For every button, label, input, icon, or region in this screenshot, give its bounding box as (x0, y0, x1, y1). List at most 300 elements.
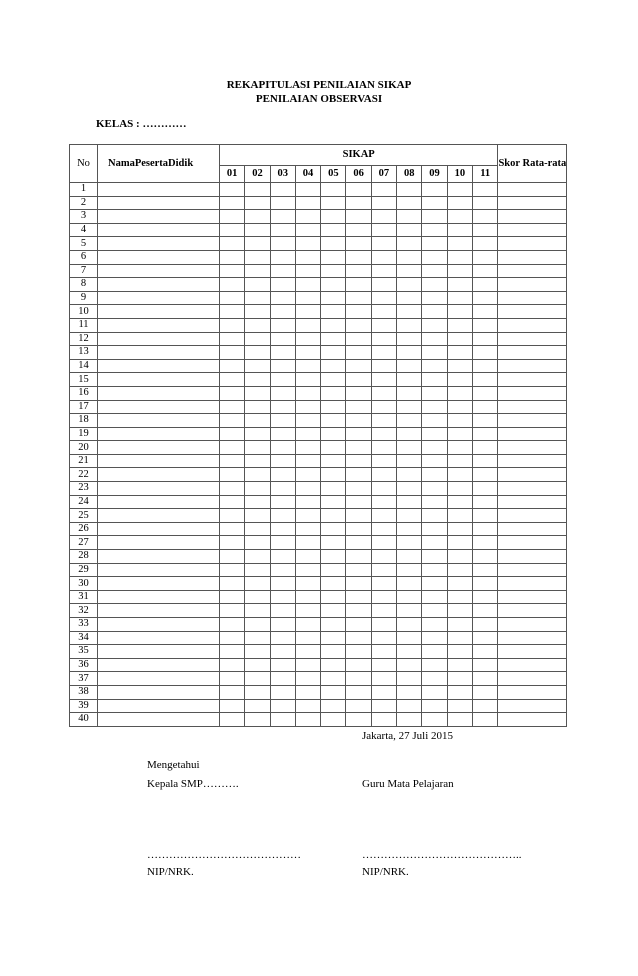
sikap-score-cell[interactable] (295, 318, 320, 332)
sikap-score-cell[interactable] (422, 305, 447, 319)
sikap-score-cell[interactable] (472, 536, 497, 550)
sikap-score-cell[interactable] (447, 373, 472, 387)
sikap-score-cell[interactable] (245, 482, 270, 496)
sikap-score-cell[interactable] (346, 400, 371, 414)
sikap-score-cell[interactable] (295, 672, 320, 686)
sikap-score-cell[interactable] (422, 468, 447, 482)
sikap-score-cell[interactable] (472, 318, 497, 332)
sikap-score-cell[interactable] (321, 210, 346, 224)
sikap-score-cell[interactable] (371, 522, 396, 536)
sikap-score-cell[interactable] (422, 631, 447, 645)
sikap-score-cell[interactable] (472, 291, 497, 305)
sikap-score-cell[interactable] (397, 577, 422, 591)
sikap-score-cell[interactable] (397, 441, 422, 455)
sikap-score-cell[interactable] (472, 237, 497, 251)
sikap-score-cell[interactable] (321, 318, 346, 332)
sikap-score-cell[interactable] (447, 631, 472, 645)
sikap-score-cell[interactable] (346, 645, 371, 659)
sikap-score-cell[interactable] (295, 495, 320, 509)
student-name-cell[interactable] (98, 604, 220, 618)
sikap-score-cell[interactable] (472, 454, 497, 468)
sikap-score-cell[interactable] (220, 468, 245, 482)
sikap-score-cell[interactable] (397, 658, 422, 672)
sikap-score-cell[interactable] (220, 237, 245, 251)
sikap-score-cell[interactable] (346, 359, 371, 373)
sikap-score-cell[interactable] (397, 373, 422, 387)
sikap-score-cell[interactable] (447, 577, 472, 591)
sikap-score-cell[interactable] (397, 291, 422, 305)
sikap-score-cell[interactable] (397, 590, 422, 604)
sikap-score-cell[interactable] (472, 672, 497, 686)
sikap-score-cell[interactable] (295, 536, 320, 550)
sikap-score-cell[interactable] (321, 685, 346, 699)
student-name-cell[interactable] (98, 672, 220, 686)
average-score-cell[interactable] (498, 454, 567, 468)
sikap-score-cell[interactable] (270, 454, 295, 468)
sikap-score-cell[interactable] (472, 550, 497, 564)
sikap-score-cell[interactable] (245, 590, 270, 604)
sikap-score-cell[interactable] (447, 414, 472, 428)
sikap-score-cell[interactable] (371, 468, 396, 482)
average-score-cell[interactable] (498, 590, 567, 604)
sikap-score-cell[interactable] (321, 536, 346, 550)
average-score-cell[interactable] (498, 183, 567, 197)
student-name-cell[interactable] (98, 713, 220, 727)
sikap-score-cell[interactable] (270, 672, 295, 686)
sikap-score-cell[interactable] (397, 305, 422, 319)
sikap-score-cell[interactable] (422, 250, 447, 264)
sikap-score-cell[interactable] (220, 563, 245, 577)
sikap-score-cell[interactable] (472, 427, 497, 441)
sikap-score-cell[interactable] (371, 699, 396, 713)
sikap-score-cell[interactable] (346, 441, 371, 455)
sikap-score-cell[interactable] (220, 590, 245, 604)
sikap-score-cell[interactable] (295, 373, 320, 387)
sikap-score-cell[interactable] (422, 441, 447, 455)
sikap-score-cell[interactable] (397, 495, 422, 509)
sikap-score-cell[interactable] (447, 359, 472, 373)
student-name-cell[interactable] (98, 305, 220, 319)
sikap-score-cell[interactable] (220, 645, 245, 659)
sikap-score-cell[interactable] (397, 468, 422, 482)
sikap-score-cell[interactable] (295, 291, 320, 305)
sikap-score-cell[interactable] (346, 522, 371, 536)
sikap-score-cell[interactable] (295, 332, 320, 346)
sikap-score-cell[interactable] (220, 522, 245, 536)
sikap-score-cell[interactable] (220, 332, 245, 346)
student-name-cell[interactable] (98, 373, 220, 387)
sikap-score-cell[interactable] (321, 645, 346, 659)
student-name-cell[interactable] (98, 699, 220, 713)
sikap-score-cell[interactable] (422, 482, 447, 496)
sikap-score-cell[interactable] (220, 509, 245, 523)
sikap-score-cell[interactable] (245, 237, 270, 251)
sikap-score-cell[interactable] (447, 482, 472, 496)
sikap-score-cell[interactable] (422, 400, 447, 414)
sikap-score-cell[interactable] (472, 223, 497, 237)
sikap-score-cell[interactable] (346, 536, 371, 550)
sikap-score-cell[interactable] (270, 590, 295, 604)
sikap-score-cell[interactable] (397, 183, 422, 197)
sikap-score-cell[interactable] (346, 658, 371, 672)
sikap-score-cell[interactable] (321, 550, 346, 564)
sikap-score-cell[interactable] (321, 658, 346, 672)
sikap-score-cell[interactable] (270, 495, 295, 509)
sikap-score-cell[interactable] (472, 604, 497, 618)
sikap-score-cell[interactable] (295, 414, 320, 428)
sikap-score-cell[interactable] (245, 713, 270, 727)
sikap-score-cell[interactable] (245, 373, 270, 387)
sikap-score-cell[interactable] (295, 346, 320, 360)
sikap-score-cell[interactable] (371, 577, 396, 591)
sikap-score-cell[interactable] (220, 210, 245, 224)
sikap-score-cell[interactable] (220, 482, 245, 496)
sikap-score-cell[interactable] (422, 223, 447, 237)
sikap-score-cell[interactable] (397, 454, 422, 468)
sikap-score-cell[interactable] (321, 441, 346, 455)
sikap-score-cell[interactable] (321, 482, 346, 496)
sikap-score-cell[interactable] (270, 536, 295, 550)
sikap-score-cell[interactable] (371, 210, 396, 224)
sikap-score-cell[interactable] (321, 672, 346, 686)
sikap-score-cell[interactable] (270, 346, 295, 360)
sikap-score-cell[interactable] (245, 223, 270, 237)
sikap-score-cell[interactable] (245, 468, 270, 482)
sikap-score-cell[interactable] (422, 183, 447, 197)
sikap-score-cell[interactable] (346, 590, 371, 604)
average-score-cell[interactable] (498, 699, 567, 713)
sikap-score-cell[interactable] (371, 604, 396, 618)
average-score-cell[interactable] (498, 346, 567, 360)
sikap-score-cell[interactable] (346, 278, 371, 292)
sikap-score-cell[interactable] (397, 278, 422, 292)
sikap-score-cell[interactable] (397, 223, 422, 237)
sikap-score-cell[interactable] (321, 577, 346, 591)
sikap-score-cell[interactable] (270, 645, 295, 659)
sikap-score-cell[interactable] (295, 278, 320, 292)
sikap-score-cell[interactable] (447, 454, 472, 468)
sikap-score-cell[interactable] (422, 604, 447, 618)
sikap-score-cell[interactable] (245, 305, 270, 319)
sikap-score-cell[interactable] (397, 237, 422, 251)
sikap-score-cell[interactable] (270, 699, 295, 713)
average-score-cell[interactable] (498, 223, 567, 237)
sikap-score-cell[interactable] (422, 563, 447, 577)
sikap-score-cell[interactable] (422, 658, 447, 672)
sikap-score-cell[interactable] (346, 509, 371, 523)
sikap-score-cell[interactable] (270, 441, 295, 455)
sikap-score-cell[interactable] (295, 590, 320, 604)
sikap-score-cell[interactable] (371, 373, 396, 387)
sikap-score-cell[interactable] (220, 631, 245, 645)
sikap-score-cell[interactable] (295, 645, 320, 659)
average-score-cell[interactable] (498, 264, 567, 278)
sikap-score-cell[interactable] (245, 536, 270, 550)
sikap-score-cell[interactable] (295, 550, 320, 564)
sikap-score-cell[interactable] (422, 536, 447, 550)
sikap-score-cell[interactable] (321, 386, 346, 400)
sikap-score-cell[interactable] (422, 237, 447, 251)
sikap-score-cell[interactable] (295, 196, 320, 210)
sikap-score-cell[interactable] (422, 332, 447, 346)
student-name-cell[interactable] (98, 414, 220, 428)
sikap-score-cell[interactable] (270, 264, 295, 278)
sikap-score-cell[interactable] (321, 359, 346, 373)
student-name-cell[interactable] (98, 183, 220, 197)
sikap-score-cell[interactable] (346, 699, 371, 713)
sikap-score-cell[interactable] (422, 454, 447, 468)
sikap-score-cell[interactable] (447, 183, 472, 197)
sikap-score-cell[interactable] (397, 332, 422, 346)
sikap-score-cell[interactable] (295, 183, 320, 197)
sikap-score-cell[interactable] (321, 563, 346, 577)
sikap-score-cell[interactable] (295, 509, 320, 523)
sikap-score-cell[interactable] (371, 291, 396, 305)
sikap-score-cell[interactable] (321, 631, 346, 645)
sikap-score-cell[interactable] (422, 509, 447, 523)
sikap-score-cell[interactable] (472, 699, 497, 713)
sikap-score-cell[interactable] (371, 672, 396, 686)
sikap-score-cell[interactable] (220, 183, 245, 197)
sikap-score-cell[interactable] (346, 223, 371, 237)
average-score-cell[interactable] (498, 645, 567, 659)
sikap-score-cell[interactable] (220, 196, 245, 210)
sikap-score-cell[interactable] (472, 468, 497, 482)
sikap-score-cell[interactable] (321, 237, 346, 251)
sikap-score-cell[interactable] (422, 550, 447, 564)
student-name-cell[interactable] (98, 509, 220, 523)
sikap-score-cell[interactable] (371, 196, 396, 210)
sikap-score-cell[interactable] (321, 346, 346, 360)
sikap-score-cell[interactable] (321, 223, 346, 237)
sikap-score-cell[interactable] (472, 685, 497, 699)
sikap-score-cell[interactable] (447, 386, 472, 400)
sikap-score-cell[interactable] (472, 658, 497, 672)
sikap-score-cell[interactable] (245, 522, 270, 536)
sikap-score-cell[interactable] (422, 196, 447, 210)
sikap-score-cell[interactable] (447, 713, 472, 727)
sikap-score-cell[interactable] (321, 196, 346, 210)
sikap-score-cell[interactable] (371, 441, 396, 455)
sikap-score-cell[interactable] (422, 522, 447, 536)
student-name-cell[interactable] (98, 482, 220, 496)
sikap-score-cell[interactable] (422, 427, 447, 441)
sikap-score-cell[interactable] (295, 468, 320, 482)
sikap-score-cell[interactable] (371, 631, 396, 645)
sikap-score-cell[interactable] (397, 563, 422, 577)
sikap-score-cell[interactable] (295, 400, 320, 414)
average-score-cell[interactable] (498, 318, 567, 332)
student-name-cell[interactable] (98, 550, 220, 564)
sikap-score-cell[interactable] (447, 291, 472, 305)
sikap-score-cell[interactable] (321, 332, 346, 346)
average-score-cell[interactable] (498, 250, 567, 264)
average-score-cell[interactable] (498, 672, 567, 686)
sikap-score-cell[interactable] (245, 563, 270, 577)
sikap-score-cell[interactable] (321, 291, 346, 305)
average-score-cell[interactable] (498, 441, 567, 455)
average-score-cell[interactable] (498, 196, 567, 210)
sikap-score-cell[interactable] (245, 183, 270, 197)
student-name-cell[interactable] (98, 291, 220, 305)
sikap-score-cell[interactable] (346, 482, 371, 496)
sikap-score-cell[interactable] (422, 713, 447, 727)
sikap-score-cell[interactable] (447, 210, 472, 224)
sikap-score-cell[interactable] (270, 400, 295, 414)
sikap-score-cell[interactable] (220, 278, 245, 292)
sikap-score-cell[interactable] (245, 291, 270, 305)
sikap-score-cell[interactable] (422, 359, 447, 373)
sikap-score-cell[interactable] (447, 400, 472, 414)
sikap-score-cell[interactable] (447, 318, 472, 332)
sikap-score-cell[interactable] (371, 645, 396, 659)
sikap-score-cell[interactable] (472, 346, 497, 360)
student-name-cell[interactable] (98, 577, 220, 591)
sikap-score-cell[interactable] (220, 685, 245, 699)
sikap-score-cell[interactable] (295, 577, 320, 591)
sikap-score-cell[interactable] (321, 278, 346, 292)
sikap-score-cell[interactable] (220, 400, 245, 414)
sikap-score-cell[interactable] (447, 685, 472, 699)
sikap-score-cell[interactable] (220, 291, 245, 305)
sikap-score-cell[interactable] (422, 318, 447, 332)
sikap-score-cell[interactable] (397, 522, 422, 536)
student-name-cell[interactable] (98, 196, 220, 210)
sikap-score-cell[interactable] (346, 373, 371, 387)
student-name-cell[interactable] (98, 645, 220, 659)
sikap-score-cell[interactable] (422, 264, 447, 278)
sikap-score-cell[interactable] (472, 386, 497, 400)
sikap-score-cell[interactable] (472, 631, 497, 645)
sikap-score-cell[interactable] (472, 210, 497, 224)
sikap-score-cell[interactable] (346, 414, 371, 428)
sikap-score-cell[interactable] (371, 414, 396, 428)
sikap-score-cell[interactable] (270, 604, 295, 618)
sikap-score-cell[interactable] (371, 223, 396, 237)
sikap-score-cell[interactable] (346, 196, 371, 210)
student-name-cell[interactable] (98, 264, 220, 278)
sikap-score-cell[interactable] (346, 332, 371, 346)
sikap-score-cell[interactable] (321, 454, 346, 468)
sikap-score-cell[interactable] (321, 250, 346, 264)
student-name-cell[interactable] (98, 631, 220, 645)
sikap-score-cell[interactable] (245, 685, 270, 699)
sikap-score-cell[interactable] (397, 713, 422, 727)
sikap-score-cell[interactable] (321, 183, 346, 197)
sikap-score-cell[interactable] (270, 250, 295, 264)
sikap-score-cell[interactable] (245, 577, 270, 591)
sikap-score-cell[interactable] (270, 482, 295, 496)
sikap-score-cell[interactable] (422, 590, 447, 604)
average-score-cell[interactable] (498, 359, 567, 373)
sikap-score-cell[interactable] (371, 183, 396, 197)
sikap-score-cell[interactable] (472, 441, 497, 455)
sikap-score-cell[interactable] (245, 278, 270, 292)
sikap-score-cell[interactable] (220, 414, 245, 428)
average-score-cell[interactable] (498, 509, 567, 523)
sikap-score-cell[interactable] (295, 210, 320, 224)
average-score-cell[interactable] (498, 427, 567, 441)
sikap-score-cell[interactable] (295, 713, 320, 727)
sikap-score-cell[interactable] (245, 250, 270, 264)
sikap-score-cell[interactable] (270, 427, 295, 441)
sikap-score-cell[interactable] (447, 237, 472, 251)
sikap-score-cell[interactable] (295, 264, 320, 278)
sikap-score-cell[interactable] (422, 210, 447, 224)
sikap-score-cell[interactable] (346, 264, 371, 278)
average-score-cell[interactable] (498, 400, 567, 414)
sikap-score-cell[interactable] (472, 577, 497, 591)
sikap-score-cell[interactable] (397, 196, 422, 210)
sikap-score-cell[interactable] (472, 522, 497, 536)
sikap-score-cell[interactable] (397, 400, 422, 414)
sikap-score-cell[interactable] (270, 278, 295, 292)
sikap-score-cell[interactable] (245, 658, 270, 672)
sikap-score-cell[interactable] (472, 305, 497, 319)
sikap-score-cell[interactable] (371, 305, 396, 319)
sikap-score-cell[interactable] (220, 658, 245, 672)
sikap-score-cell[interactable] (422, 291, 447, 305)
sikap-score-cell[interactable] (447, 536, 472, 550)
sikap-score-cell[interactable] (245, 359, 270, 373)
sikap-score-cell[interactable] (245, 210, 270, 224)
sikap-score-cell[interactable] (346, 604, 371, 618)
sikap-score-cell[interactable] (295, 250, 320, 264)
average-score-cell[interactable] (498, 522, 567, 536)
average-score-cell[interactable] (498, 536, 567, 550)
student-name-cell[interactable] (98, 359, 220, 373)
sikap-score-cell[interactable] (447, 550, 472, 564)
student-name-cell[interactable] (98, 223, 220, 237)
sikap-score-cell[interactable] (371, 264, 396, 278)
sikap-score-cell[interactable] (220, 454, 245, 468)
sikap-score-cell[interactable] (245, 196, 270, 210)
sikap-score-cell[interactable] (245, 631, 270, 645)
sikap-score-cell[interactable] (346, 427, 371, 441)
sikap-score-cell[interactable] (220, 427, 245, 441)
sikap-score-cell[interactable] (245, 454, 270, 468)
sikap-score-cell[interactable] (220, 550, 245, 564)
sikap-score-cell[interactable] (447, 264, 472, 278)
sikap-score-cell[interactable] (447, 250, 472, 264)
student-name-cell[interactable] (98, 618, 220, 632)
sikap-score-cell[interactable] (472, 332, 497, 346)
sikap-score-cell[interactable] (397, 359, 422, 373)
sikap-score-cell[interactable] (472, 563, 497, 577)
sikap-score-cell[interactable] (447, 699, 472, 713)
sikap-score-cell[interactable] (447, 604, 472, 618)
sikap-score-cell[interactable] (472, 495, 497, 509)
average-score-cell[interactable] (498, 291, 567, 305)
sikap-score-cell[interactable] (447, 645, 472, 659)
student-name-cell[interactable] (98, 441, 220, 455)
sikap-score-cell[interactable] (397, 427, 422, 441)
average-score-cell[interactable] (498, 414, 567, 428)
average-score-cell[interactable] (498, 618, 567, 632)
sikap-score-cell[interactable] (346, 318, 371, 332)
sikap-score-cell[interactable] (397, 645, 422, 659)
sikap-score-cell[interactable] (447, 509, 472, 523)
sikap-score-cell[interactable] (245, 495, 270, 509)
sikap-score-cell[interactable] (422, 577, 447, 591)
sikap-score-cell[interactable] (220, 618, 245, 632)
sikap-score-cell[interactable] (472, 278, 497, 292)
sikap-score-cell[interactable] (245, 346, 270, 360)
sikap-score-cell[interactable] (220, 318, 245, 332)
sikap-score-cell[interactable] (397, 346, 422, 360)
sikap-score-cell[interactable] (371, 685, 396, 699)
sikap-score-cell[interactable] (270, 373, 295, 387)
